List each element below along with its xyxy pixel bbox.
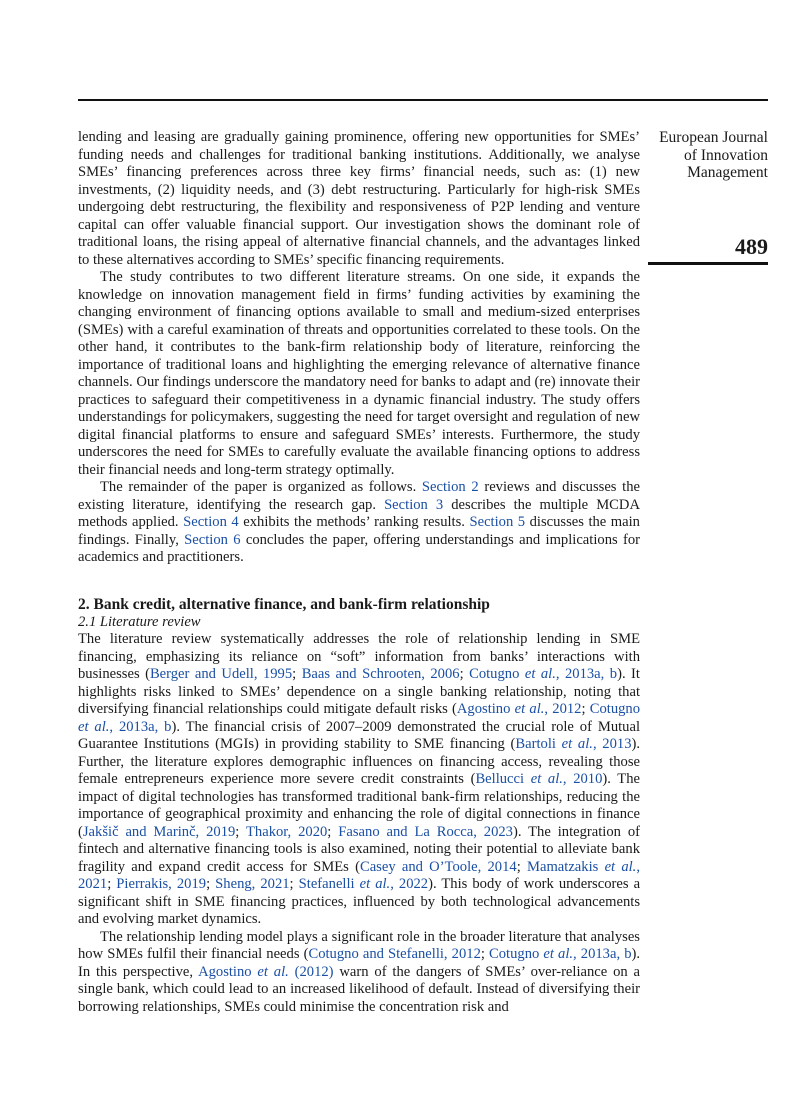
text: ; [289,876,299,892]
citation-author: Cotugno [589,701,641,717]
citation-link[interactable]: Sheng, 2021 [215,876,290,892]
text: ). This body of work underscores a significant shift in SME financing practices, influenced by both technological advancements and evolving market dynamics. [78,876,641,927]
section-heading: 2. Bank credit, alternative finance, and bank-firm relationship [78,595,490,613]
text: reviews and discusses the existing literature, identifying the research gap. [78,479,640,513]
citation-link[interactable]: Thakor, 2020 [246,823,328,840]
text: ). The integration of fintech and alternative financing tools is also examined, noting their potential to alleviate bank fragility and expand credit access for SMEs ( [78,823,640,875]
paragraph-1: lending and leasing are gradually gaining prominence, offering new opportunities for SMEs’ funding needs and challenges for traditional banking institutions. Additionally, we analyse SMEs’ financing preferences across three key firms’ financial needs, such as: (1) new investments, (2) liquidity needs, and (3) debt restructuring. Particularly for high-risk SMEs undergoing debt restructuring, the flexibility and responsiveness of P2P lending and venture capital can offer valuable financial support. Our investigation shows the dominant role of traditional loans, the rising appeal of alternative financial channels, and the advantages linked to these alternatives according to SMEs’ specific financing requirements. [78,129,640,268]
main-text-column [78,129,640,1016]
citation-link[interactable]: Casey and O’Toole, 2014 [359,858,517,875]
citation-link[interactable]: Cotugno and Stefanelli, 2012 [308,946,481,962]
section-spacer [78,567,640,595]
citation-link[interactable]: Pierrakis, 2019 [116,876,207,892]
text: ; [480,946,490,962]
citation-year: , 2013a, b [109,718,172,735]
text: ; [235,823,246,840]
citation-etal: et al. [78,718,110,735]
citation-link[interactable] [489,946,631,962]
citation-year: , 2013a, b [555,666,618,682]
citation-link[interactable] [299,876,428,892]
text: concludes the paper, offering understandings and implications for academics and practitioners. [78,531,640,565]
citation-year: , 2013a, b [573,946,632,962]
citation-link[interactable]: Baas and Schrooten, 2006 [301,666,460,682]
citation-author: Mamatzakis [526,858,605,875]
citation-year: (2012) [288,963,334,980]
citation-etal: et al. [514,701,545,717]
citation-etal: et al. [359,876,391,892]
citation-author: Agostino [456,701,515,717]
text: discusses the main findings. Finally, [78,514,640,548]
citation-author: Cotugno [489,946,544,962]
citation-etal: et al. [530,771,563,787]
citation-author: Bartoli [515,736,562,752]
section-6-link[interactable]: Section 6 [184,531,241,548]
text: The relationship lending model plays a significant role in the broader literature that analyses how SMEs fulfil their financial needs ( [78,928,640,962]
citation-etal: et al. [257,963,289,980]
section-4-link[interactable]: Section 4 [183,514,239,530]
citation-year: , 2013 [592,736,632,752]
section-2-link[interactable]: Section 2 [421,479,479,495]
paragraph-2: The study contributes to two different literature streams. On one side, it expands the knowledge on innovation management field in firms’ funding activities by examining the changing environment of financing options available to small and medium-sized enterprises (SMEs) with a careful examination of threats and opportunities correlated to these tools. On the other hand, it contributes to the bank-firm relationship body of literature, reinforcing the importance of traditional loans and highlighting the emerging relevance of alternative finance channels. Our findings underscore the mandatory need for banks to adapt and (re) innovate their practices to safeguard their competitiveness in a dynamic financial industry. The study offers understandings for policymakers, suggesting the need for target oversight and regulation of new digital financial platforms to ensure and safeguard SMEs’ interests. Furthermore, the study underscores the need for SMEs to carefully evaluate the available financing options to address their financial needs and long-term strategy optimally. [78,269,640,478]
citation-link[interactable]: Jakšič and Marinč, 2019 [82,823,236,840]
text: ; [292,666,302,682]
text: exhibits the methods’ ranking results. [238,514,470,530]
text: describes the multiple MCDA methods applied. [78,496,640,530]
page-number: 489 [735,234,768,259]
header-rule [78,99,768,101]
text: ; [581,701,590,717]
journal-title-line-1: European Journal [659,129,768,146]
citation-author: Cotugno [469,666,525,682]
citation-link[interactable] [469,666,617,682]
citation-etal: et al. [604,858,637,875]
text: ; [107,876,117,892]
citation-year: , 2021 [78,858,640,892]
citation-year: , 2012 [544,701,582,717]
text: The literature review systematically addresses the role of relationship lending in SME financing, emphasizing its reliance on “soft” information from banks’ interactions with businesses ( [78,631,640,682]
journal-title [648,129,768,182]
citation-link[interactable] [198,964,333,980]
text: ). It highlights risks linked to SMEs’ dependence on a single banking relationship, noting that diversifying financial relationships could mitigate default risks ( [78,666,640,717]
text: ). Further, the literature explores demographic influences on financing access, revealing those female entrepreneurs experience more severe credit constraints ( [78,736,641,787]
citation-year: , 2022 [390,876,429,892]
citation-etal: et al. [561,736,593,752]
text: warn of the dangers of SMEs’ over-reliance on a single bank, which could lead to an increased likelihood of default. Instead of diversifying their borrowing relationships, SMEs could minimise the concentration risk and [78,963,640,1015]
citation-author: Bellucci [475,771,531,787]
section-5-link[interactable]: Section 5 [469,514,526,530]
citation-link[interactable]: Fasano and La Rocca, 2023 [338,823,513,840]
text: ). The impact of digital technologies has transformed traditional bank-firm relationships, reducing the importance of geographical proximity and enhancing the role of digital connections in finance ( [78,771,640,840]
paragraph-3 [78,479,640,567]
text: ). The financial crisis of 2007–2009 demonstrated the crucial role of Mutual Guarantee Institutions (MGIs) in providing stability to SME financing ( [78,718,640,752]
text: ; [327,823,339,840]
paragraph-4 [78,631,640,929]
paragraph-5 [78,929,640,1017]
text: The remainder of the paper is organized as follows. [100,479,422,495]
citation-author: Agostino [198,963,258,980]
citation-link[interactable]: Berger and Udell, 1995 [149,666,293,682]
citation-link[interactable] [457,701,582,717]
citation-author: Stefanelli [298,876,360,892]
citation-etal: et al. [524,666,556,682]
journal-title-line-3: Management [687,164,768,181]
journal-title-line-2: of Innovation [684,146,768,164]
page-number-rule [648,262,768,265]
citation-link[interactable] [515,736,631,752]
citation-link[interactable] [475,771,602,787]
section-3-link[interactable]: Section 3 [384,496,444,513]
text: ; [459,666,470,682]
text: ). In this perspective, [78,946,641,980]
citation-etal: et al. [543,946,574,962]
subsection-heading: 2.1 Literature review [78,613,201,630]
citation-year: , 2010 [562,771,603,787]
text: ; [516,858,527,875]
text: ; [206,876,216,892]
